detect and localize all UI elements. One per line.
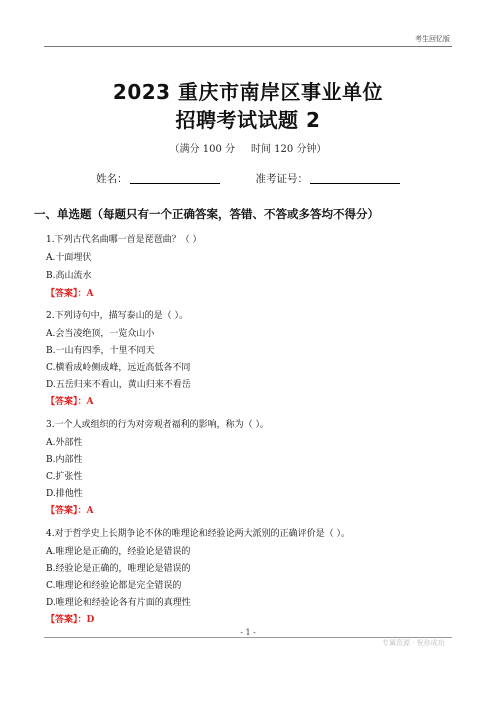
q1-option-a: A.十面埋伏 [46, 253, 92, 263]
q3-option-a: A.外部性 [46, 438, 83, 448]
exam-id-field [256, 173, 401, 185]
document-title-line2: 招聘考试试题 2 [175, 108, 321, 132]
full-score: （满分 100 分 [169, 144, 235, 155]
q4-option-d: D.唯理论和经验论各有片面的真理性 [46, 598, 191, 608]
q2-option-a: A.会当凌绝顶，一览众山小 [46, 329, 155, 339]
question-3: 3.一个人或组织的行为对旁观者福利的影响，称为（ ）。 [46, 420, 269, 430]
question-4: 4.对于哲学史上长期争论不休的唯理论和经验论两大派别的正确评价是（ ）。 [46, 529, 350, 539]
q3-answer: 【答案】：A [46, 506, 94, 516]
q3-option-d: D.排他性 [46, 489, 83, 499]
document-title-line1: 2023 重庆市南岸区事业单位 [112, 80, 384, 104]
q1-answer: 【答案】：A [46, 289, 94, 299]
q2-option-d: D.五岳归来不看山，黄山归来不看岳 [46, 380, 191, 390]
exam-time: 时间 120 分钟） [251, 144, 327, 155]
name-field [96, 173, 220, 185]
q4-option-b: B.经验论是正确的，唯理论是错误的 [46, 564, 191, 574]
section-title: 一、单选题（每题只有一个正确答案，答错、不答或多答均不得分） [34, 207, 379, 221]
exam-id-label: 准考证号： [255, 173, 308, 185]
q2-option-b: B.一山有四季，十里不同天 [46, 346, 155, 356]
exam-id-blank [310, 172, 400, 184]
q3-option-b: B.内部性 [46, 455, 83, 465]
q2-option-c: C.横看成岭侧成峰，远近高低各不同 [46, 363, 191, 373]
question-1: 1.下列古代名曲哪一首是琵琶曲？（ ） [46, 235, 202, 245]
header-rule [44, 46, 452, 47]
q4-option-a: A.唯理论是正确的，经验论是错误的 [46, 547, 191, 557]
q3-option-c: C.扩张性 [46, 472, 83, 482]
question-2: 2.下列诗句中，描写泰山的是（ ）。 [46, 311, 188, 321]
name-blank [130, 172, 220, 184]
name-label: 姓名： [96, 173, 128, 185]
q4-answer: 【答案】：D [46, 615, 95, 625]
exam-subtitle [0, 140, 496, 155]
footer-watermark: 专属资源 · 祝你成功 [382, 639, 445, 647]
q4-option-c: C.唯理论和经验论都是完全错误的 [46, 581, 182, 591]
q2-answer: 【答案】：A [46, 397, 94, 407]
q1-option-b: B.高山流水 [46, 271, 92, 281]
candidate-fields [96, 171, 400, 186]
header-note: 考生回忆版 [415, 35, 450, 43]
page-number: - 1 - [240, 628, 256, 637]
